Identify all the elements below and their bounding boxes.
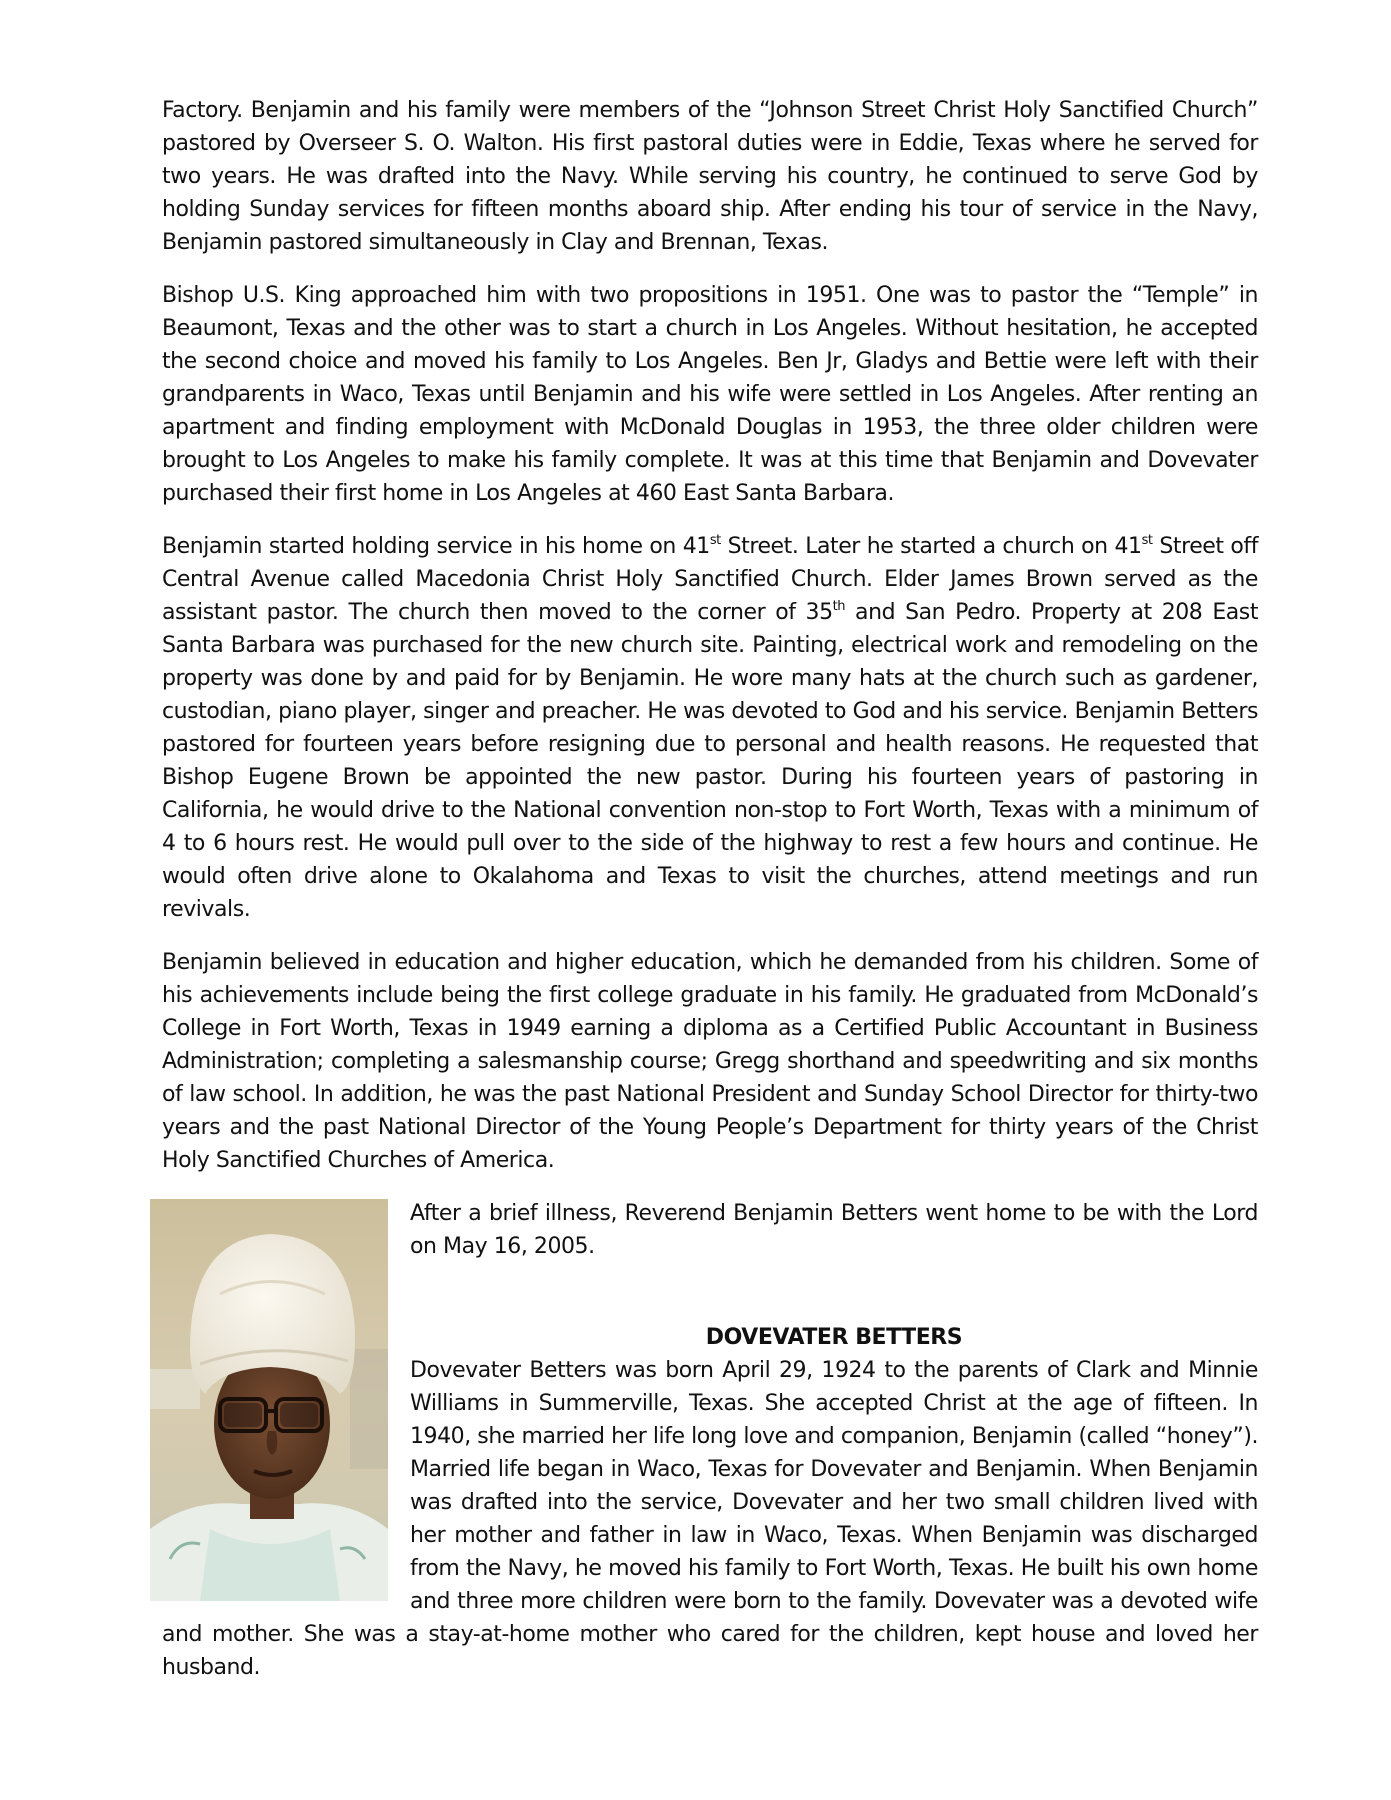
portrait-image (150, 1199, 388, 1601)
paragraph-passing: After a brief illness, Reverend Benjamin Betters went home to be with the Lord on May 16, 2005. (410, 1201, 1258, 1259)
paragraph-dovevater-bio: Dovevater Betters was born April 29, 1924 to the parents of Clark and Minnie Williams in Summerville, Texas. She accepted Christ at the age of fifteen. In 1940, she married her life long love and companion, Benjamin (called “honey”). Married life began in Waco, Texas for Dovevater and Benjamin. When Benjamin was drafted into the service, Dovevater and her two small children lived with her mother and father in law in Waco, Texas. When Benjamin was discharged from the Navy, he moved his family to Fort Worth, Texas. He built his own home and three more children were born to the family. Dovevater was a devoted wife and mother. She was a stay-at-home mother who cared for the children, kept house and loved her husband. (162, 1358, 1258, 1680)
paragraph-church-founding (162, 530, 1258, 926)
section-heading: DOVEVATER BETTERS (705, 1325, 963, 1350)
text-run: Street off Central Avenue called Macedonia Christ Holy Sanctified Church. Elder James Brown served as the assistant pastor. The church then moved to the corner of 35 (162, 534, 1259, 625)
paragraph-ministry-start: Factory. Benjamin and his family were members of the “Johnson Street Christ Holy Sanctified Church” pastored by Overseer S. O. Walton. His first pastoral duties were in Eddie, Texas where he served for two years. He was drafted into the Navy. While serving his country, he continued to serve God by holding Sunday services for fifteen months aboard ship. After ending his tour of service in the Navy, Benjamin pastored simultaneously in Clay and Brennan, Texas. (162, 98, 1258, 255)
text-run: and San Pedro. Property at 208 East Santa Barbara was purchased for the new church site. Painting, electrical work and remodeling on the property was done by and paid for by Benjamin. He wore many hats at the church such as gardener, custodian, piano player, singer and preacher. He was devoted to God and his service. Benjamin Betters pastored for fourteen years before resigning due to personal and health reasons. He requested that Bishop Eugene Brown be appointed the new pastor. During his fourteen years of pastoring in California, he would drive to the National convention non-stop to Fort Worth, Texas with a minimum of 4 to 6 hours rest. He would pull over to the side of the highway to rest a few hours and continue. He would often drive alone to Okalahoma and Texas to visit the churches, attend meetings and run revivals. (162, 600, 1258, 922)
paragraph-los-angeles-move: Bishop U.S. King approached him with two propositions in 1951. One was to pastor the “Temple” in Beaumont, Texas and the other was to start a church in Los Angeles. Without hesitation, he accepted the second choice and moved his family to Los Angeles. Ben Jr, Gladys and Bettie were left with their grandparents in Waco, Texas until Benjamin and his wife were settled in Los Angeles. After renting an apartment and finding employment with McDonald Douglas in 1953, the three older children were brought to Los Angeles to make his family complete. It was at this time that Benjamin and Dovevater purchased their first home in Los Angeles at 460 East Santa Barbara. (162, 283, 1258, 506)
portrait-photo (150, 1199, 388, 1601)
superscript: th (832, 599, 846, 614)
superscript: st (1141, 533, 1153, 548)
text-run: Benjamin started holding service in his home on 41 (162, 534, 710, 559)
superscript: st (709, 533, 721, 548)
paragraph-education: Benjamin believed in education and higher education, which he demanded from his children. Some of his achievements include being the first college graduate in his family. He graduated from McDonald’s College in Fort Worth, Texas in 1949 earning a diploma as a Certified Public Accountant in Business Administration; completing a salesmanship course; Gregg shorthand and speedwriting and six months of law school. In addition, he was the past National President and Sunday School Director for thirty-two years and the past National Director of the Young People’s Department for thirty years of the Christ Holy Sanctified Churches of America. (162, 950, 1258, 1173)
text-run: Street. Later he started a church on 41 (720, 534, 1142, 559)
document-page (162, 94, 1258, 1704)
